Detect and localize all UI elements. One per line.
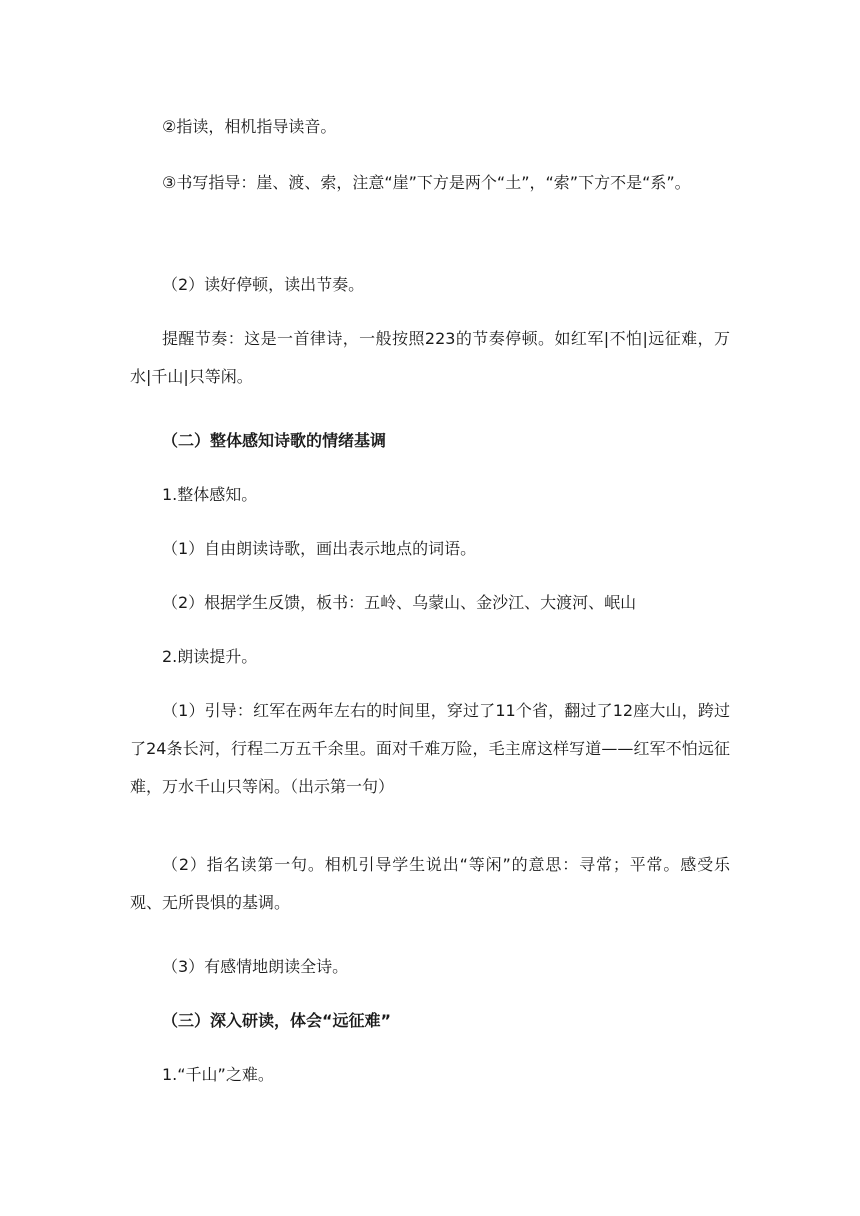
paragraph-thousand-mountains: 1.“千山”之难。: [162, 1065, 274, 1084]
paragraph-guidance-long-march: （1）引导：红军在两年左右的时间里，穿过了11个省，翻过了12座大山，跨过了24条长河，行程二万五千余里。面对千难万险，毛主席这样写道——红军不怕远征难，万水千山只等闲。（出示第一句）: [130, 701, 730, 796]
paragraph-reading-improvement: 2.朗读提升。: [162, 647, 258, 666]
paragraph-free-reading: （1）自由朗读诗歌，画出表示地点的词语。: [162, 539, 477, 558]
paragraph-reading-pause: （2）读好停顿，读出节奏。: [162, 275, 365, 294]
paragraph-emotional-reading: （3）有感情地朗读全诗。: [162, 957, 349, 976]
paragraph-board-writing: （2）根据学生反馈，板书：五岭、乌蒙山、金沙江、大渡河、岷山: [162, 593, 637, 612]
paragraph-overall-perception: 1.整体感知。: [162, 485, 258, 504]
section-heading-deep-reading: （三）深入研读，体会“远征难”: [162, 1011, 392, 1030]
paragraph-point-reading: ②指读，相机指导读音。: [162, 117, 337, 136]
paragraph-writing-guidance: ③书写指导：崖、渡、索，注意“崖”下方是两个“土”，“索”下方不是“系”。: [162, 173, 691, 192]
paragraph-rhythm-reminder: 提醒节奏：这是一首律诗，一般按照223的节奏停顿。如红军|不怕|远征难，万水|千山|只等闲。: [130, 329, 730, 386]
section-heading-overall: （二）整体感知诗歌的情绪基调: [162, 431, 387, 450]
paragraph-named-reading: （2）指名读第一句。相机引导学生说出“等闲”的意思：寻常；平常。感受乐观、无所畏惧的基调。: [130, 855, 730, 912]
